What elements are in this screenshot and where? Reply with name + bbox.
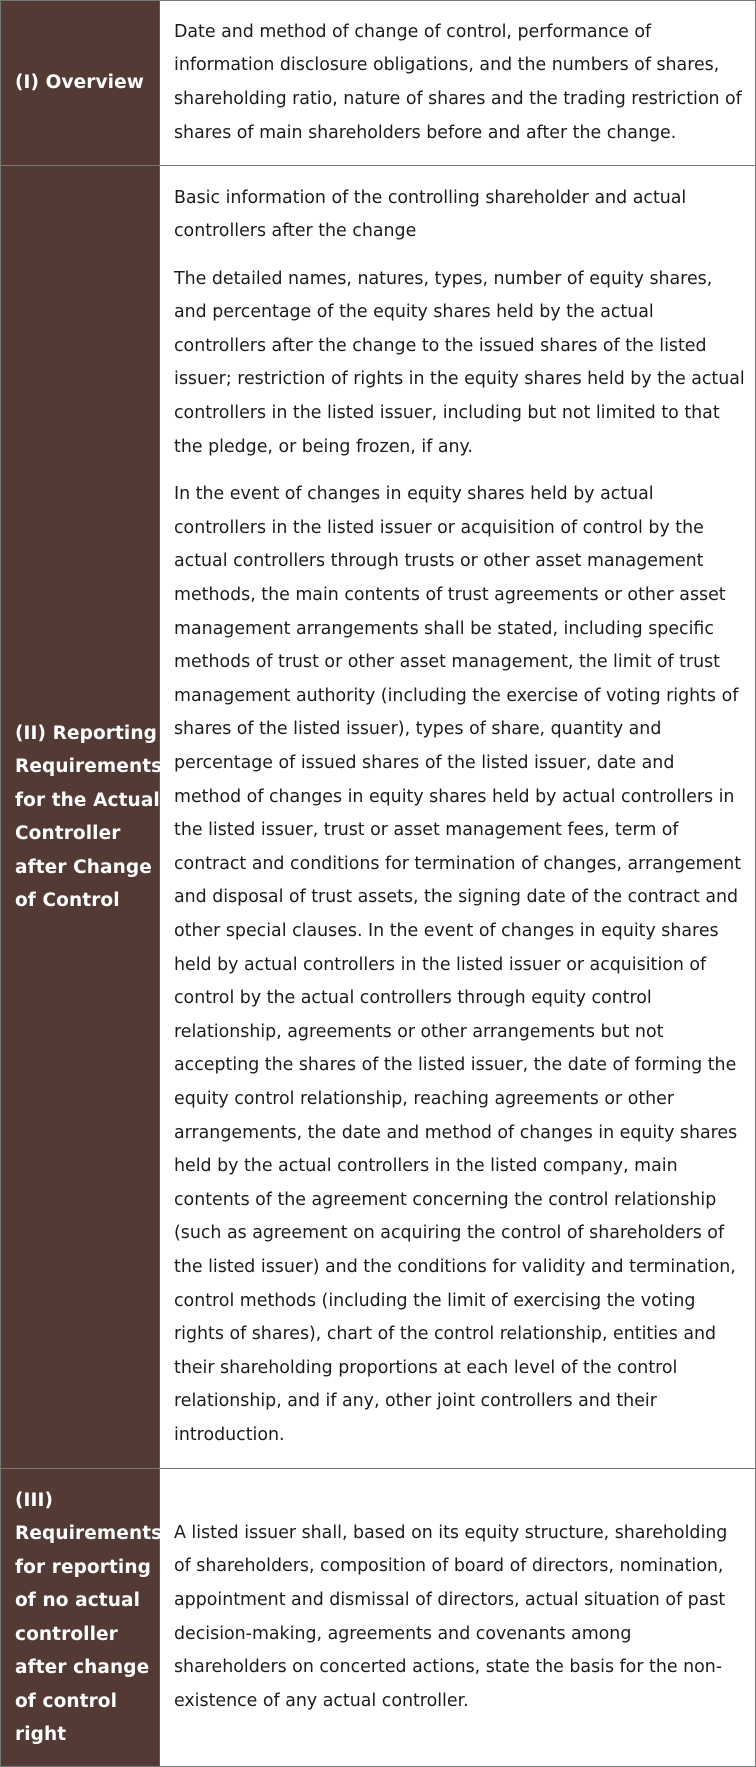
row-heading-actual-controller-reporting: (II) Reporting Requirements for the Actual Controller after Change of Control <box>15 722 163 911</box>
row-heading-cell <box>1 1469 163 1766</box>
no-actual-controller-paragraph: A listed issuer shall, based on its equity structure, shareholding of shareholders, composition of board of directors, nomination, appointment and dismissal of directors, actual situation of past decision-making, agreements and covenants among shareholders on concerted actions, state the basis for the non-existence of any actual controller. <box>174 1522 728 1711</box>
equity-shares-detail-paragraph: The detailed names, natures, types, number of equity shares, and percentage of the equity shares held by the actual controllers after the change to the issued shares of the listed issuer; restriction of rights in the equity shares held by the actual controllers in the listed issuer, including but not limited to that the pledge, or being frozen, if any. <box>174 268 745 457</box>
row-heading-cell <box>1 166 163 1468</box>
row-content-cell <box>160 166 755 1468</box>
trust-and-control-paragraph: In the event of changes in equity shares held by actual controllers in the listed issuer or acquisition of control by the actual controllers through trusts or other asset management methods, the main contents of trust agreements or other asset management arrangements shall be stated, including specific methods of trust or other asset management, the limit of trust management authority (including the exercise of voting rights of shares of the listed issuer), types of share, quantity and percentage of issued shares of the listed issuer, date and method of changes in equity shares held by actual controllers in the listed issuer, trust or asset management fees, term of contract and conditions for termination of changes, arrangement and disposal of trust assets, the signing date of the contract and other special clauses. In the event of changes in equity shares held by actual controllers in the listed issuer or acquisition of control by the actual controllers through equity control relationship, agreements or other arrangements but not accepting the shares of the listed issuer, the date of forming the equity control relationship, reaching agreements or other arrangements, the date and method of changes in equity shares held by the actual controllers in the listed company, main contents of the agreement concerning the control relationship (such as agreement on acquiring the control of shareholders of the listed issuer) and the conditions for validity and termination, control methods (including the limit of exercising the voting rights of shares), chart of the control relationship, entities and their shareholding proportions at each level of the control relationship, and if any, other joint controllers and their introduction. <box>174 484 742 1445</box>
row-content-cell <box>160 1469 755 1766</box>
row-heading-overview: (I) Overview <box>15 72 144 94</box>
table-row-actual-controller-reporting <box>1 165 755 1468</box>
basic-information-paragraph: Basic information of the controlling shareholder and actual controllers after the change <box>174 187 687 242</box>
table-row-no-actual-controller <box>1 1468 755 1766</box>
overview-paragraph: Date and method of change of control, performance of information disclosure obligations, and the numbers of shares, shareholding ratio, nature of shares and the trading restriction of shares of main shareholders before and after the change. <box>174 21 742 143</box>
row-heading-no-actual-controller: (III) Requirements for reporting of no actual controller after change of control right <box>15 1489 163 1745</box>
row-content-cell <box>160 1 755 165</box>
row-heading-cell <box>1 1 160 165</box>
table-row-overview <box>1 0 755 165</box>
